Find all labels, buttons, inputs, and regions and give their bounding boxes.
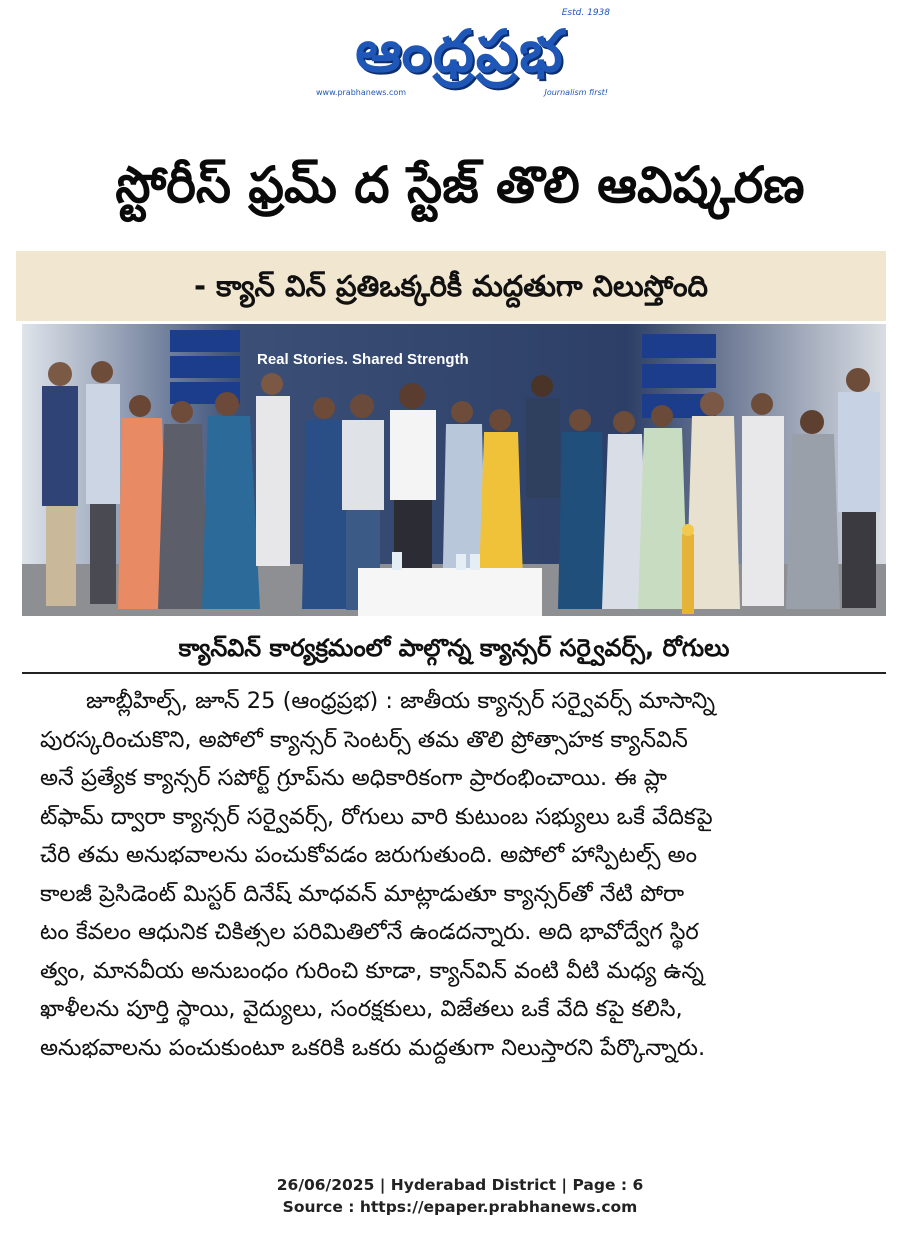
article-headline: స్టోరీస్ ఫ్రమ్ ద స్టేజ్ తొలి ఆవిష్కరణ <box>115 156 805 214</box>
body-line: చేరి తమ అనుభవాలను పంచుకోవడం జరుగుతుంది. అపోలో హాస్పిటల్స్ అం <box>40 842 698 868</box>
body-line: టం కేవలం ఆధునిక చికిత్సల పరిమితిలోనే ఉండదన్నారు. అది భావోద్వేగ స్థిర <box>40 919 699 945</box>
masthead-tagline: Journalism first! <box>544 88 608 97</box>
footer-source-link[interactable]: Source : https://epaper.prabhanews.com <box>282 1198 638 1216</box>
lamp-decoration <box>682 524 694 614</box>
group-photo-illustration <box>22 324 886 616</box>
article-body <box>40 682 886 1067</box>
body-line: అనుభవాలను పంచుకుంటూ ఒకరికి ఒకరు మద్దతుగా నిలుస్తారని పేర్కొన్నారు. <box>40 1034 706 1061</box>
photo-caption: క్యాన్‌విన్ కార్యక్రమంలో పాల్గొన్న క్యాన్సర్ సర్వైవర్స్, రోగులు <box>178 634 730 662</box>
established-year: Estd. 1938 <box>561 8 610 18</box>
website-label: www.prabhanews.com <box>316 88 407 97</box>
photo-banner-text: Real Stories. Shared Strength <box>257 351 469 368</box>
article-photo <box>22 324 886 616</box>
article-subhead: - క్యాన్ విన్ ప్రతిఒక్కరికీ మద్దతుగా నిలుస్తోంది <box>193 269 709 303</box>
caption-divider <box>22 672 886 674</box>
newspaper-logo: ఆంధ్రప్రభ <box>355 17 565 85</box>
body-line: జూబ్లీహిల్స్, జూన్ 25 (ఆంధ్రప్రభ) : జాతీయ క్యాన్సర్ సర్వైవర్స్ మాసాన్ని <box>86 688 716 714</box>
footer-date-page: 26/06/2025 | Hyderabad District | Page : 6 <box>276 1176 644 1194</box>
body-line: త్వం, మానవీయ అనుబంధం గురించి కూడా, క్యాన్‌విన్ వంటి వీటి మధ్య ఉన్న <box>40 957 704 984</box>
body-line: కాలజీ ప్రెసిడెంట్ మిస్టర్ దినేష్ మాధవన్ మాట్లాడుతూ క్యాన్సర్‌తో నేటి పోరా <box>40 880 685 907</box>
subhead-banner <box>16 251 886 321</box>
masthead <box>300 8 620 100</box>
body-line: అనే ప్రత్యేక క్యాన్సర్ సపోర్ట్ గ్రూప్‌ను అధికారికంగా ప్రారంభించాయి. ఈ ప్లా <box>40 765 667 791</box>
page-footer <box>0 1174 920 1218</box>
body-line: పురస్కరించుకొని, అపోలో క్యాన్సర్ సెంటర్స్ తమ తొలి ప్రోత్సాహక క్యాన్‌విన్ <box>40 726 688 753</box>
body-line: ఖాళీలను పూర్తి స్థాయి, వైద్యులు, సంరక్షకులు, విజేతలు ఒకే వేది కపై కలిసి, <box>40 996 683 1022</box>
body-line: ట్‌ఫామ్ ద్వారా క్యాన్సర్ సర్వైవర్స్, రోగులు వారి కుటుంబ సభ్యులు ఒకే వేదికపై <box>40 803 713 830</box>
